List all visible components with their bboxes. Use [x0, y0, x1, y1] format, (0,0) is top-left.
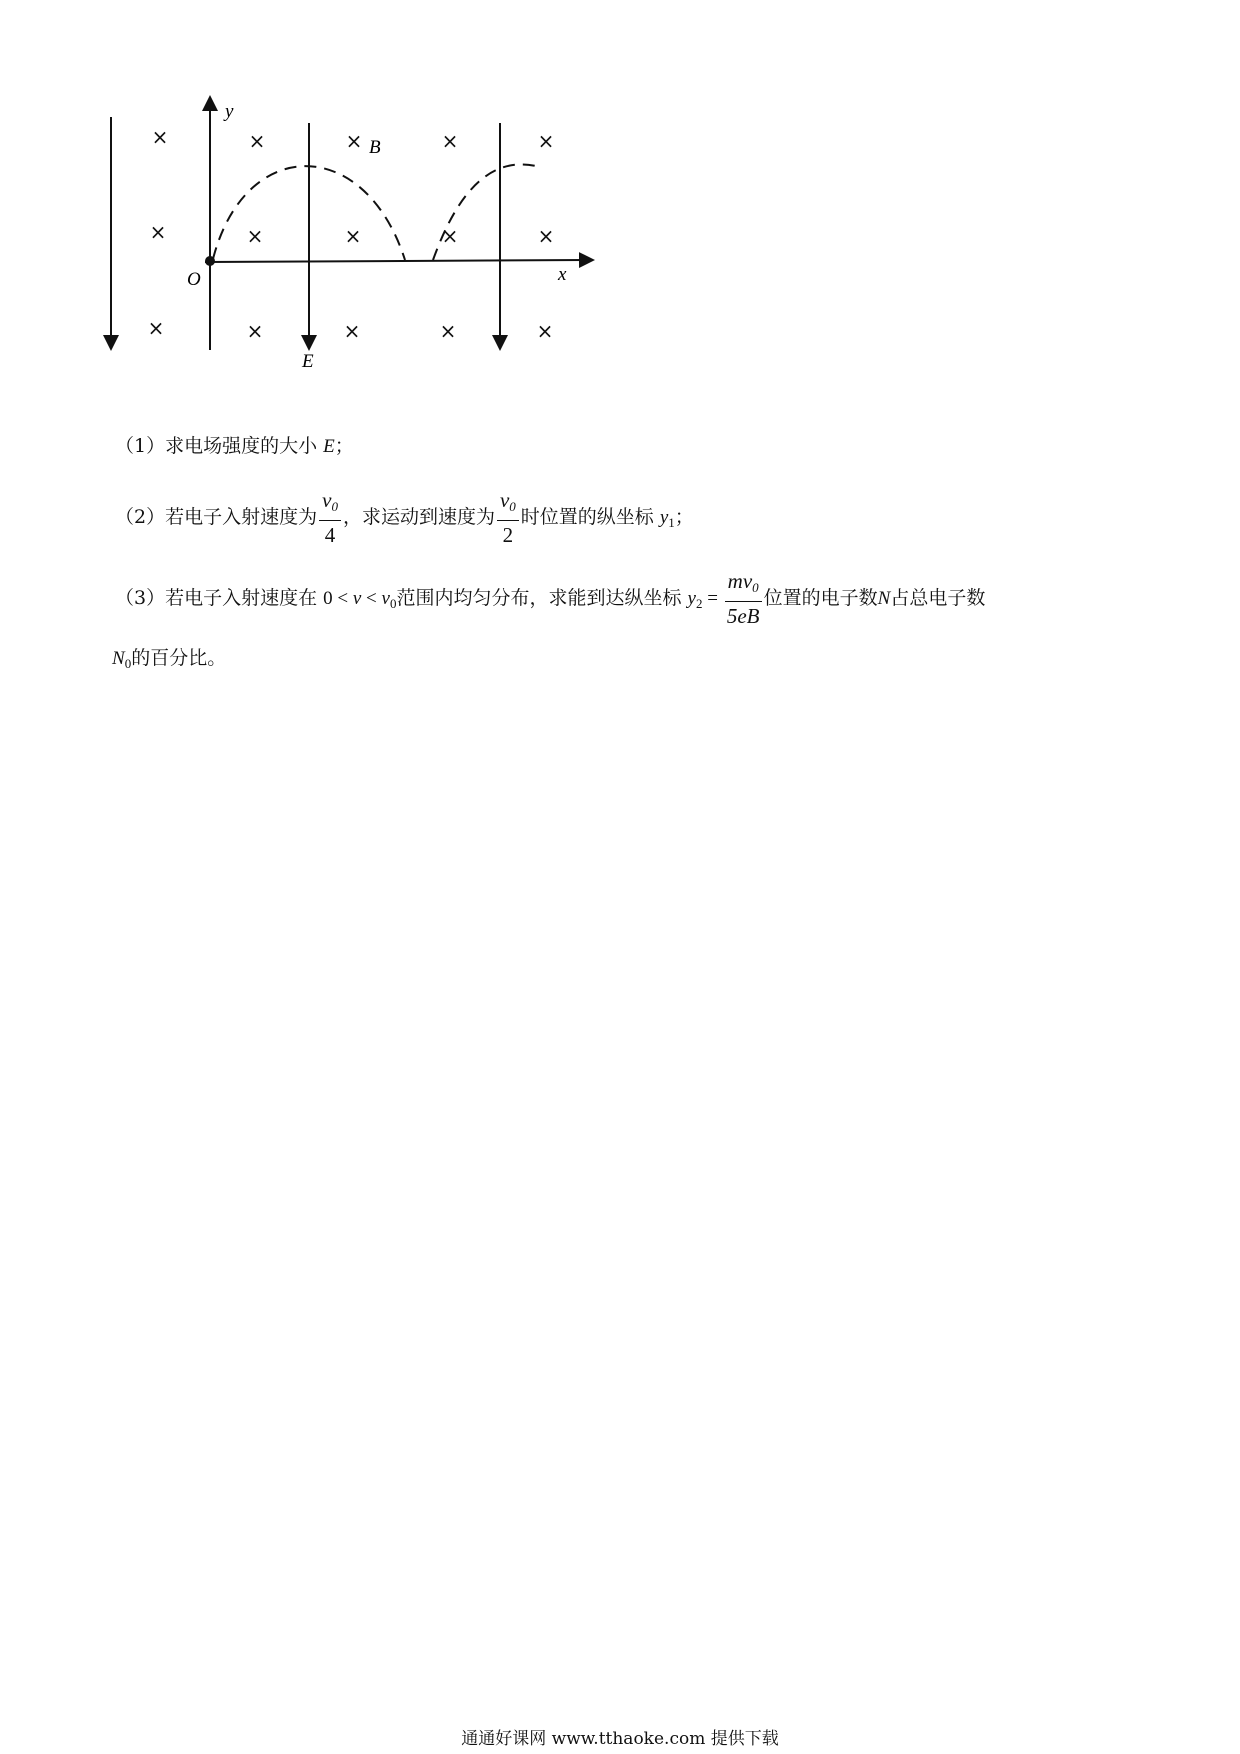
- q2-f1-num: v: [322, 488, 332, 512]
- b-field-mark: ×: [147, 316, 165, 340]
- q2-f1-num-sub: 0: [331, 499, 338, 514]
- q3-ineq-v0: v: [381, 588, 390, 609]
- q3-line2-N: N: [112, 648, 125, 669]
- field-diagram: [95, 95, 675, 425]
- q2-fraction-1: [319, 487, 341, 549]
- q1-var: E: [323, 436, 335, 457]
- footer-text: 通通好课网 www.tthaoke.com 提供下载: [461, 1729, 779, 1749]
- q2-var-sub: 1: [668, 515, 675, 530]
- x-axis: [205, 260, 587, 262]
- q3-number: （3）: [115, 587, 166, 609]
- q3-fraction: [725, 568, 762, 630]
- x-axis-label: x: [558, 264, 567, 285]
- b-field-mark: ×: [345, 129, 363, 153]
- q3-text-4: 占总电子数: [890, 587, 986, 609]
- b-field-mark: ×: [441, 224, 459, 248]
- b-field-mark: ×: [248, 129, 266, 153]
- q2-text-2: ，求运动到速度为: [342, 506, 495, 528]
- q2-f2-den: 2: [502, 523, 514, 547]
- q3-ineq-b: <: [361, 588, 382, 609]
- b-field-mark: ×: [439, 319, 457, 343]
- q2-var: y: [659, 507, 669, 528]
- y-axis-label: y: [225, 101, 234, 122]
- q2-fraction-2: [497, 487, 519, 549]
- q3-f-num: mv: [727, 569, 753, 593]
- b-field-mark: ×: [344, 224, 362, 248]
- q3-N: N: [877, 588, 891, 609]
- physics-figure: [95, 95, 675, 425]
- b-field-mark: ×: [343, 319, 361, 343]
- b-field-mark: ×: [151, 125, 169, 149]
- question-3: [115, 568, 985, 630]
- origin-label: O: [187, 269, 201, 290]
- q3-ineq-v0-sub: 0: [389, 596, 397, 611]
- q2-number: （2）: [115, 506, 166, 528]
- magnetic-field-marks: [148, 125, 555, 343]
- q3-line2-N-sub: 0: [124, 656, 132, 671]
- q3-line2-text: 的百分比。: [131, 647, 227, 669]
- q3-y2-sub: 2: [695, 596, 703, 611]
- b-field-mark: ×: [536, 319, 554, 343]
- q3-ineq-v: v: [352, 588, 362, 609]
- b-field-mark: ×: [246, 319, 264, 343]
- q3-f-num-sub: 0: [752, 580, 759, 595]
- q2-end: ；: [674, 506, 694, 528]
- q3-eq: =: [702, 588, 723, 609]
- q3-text-1: 若电子入射速度在: [165, 587, 324, 609]
- question-1: [115, 434, 354, 459]
- q3-ineq-a: 0 <: [323, 588, 353, 609]
- q1-text: 求电场强度的大小: [165, 435, 324, 457]
- q3-text-3: 位置的电子数: [763, 587, 878, 609]
- b-field-mark: ×: [441, 129, 459, 153]
- q1-end: ；: [334, 435, 354, 457]
- b-field-mark: ×: [246, 224, 264, 248]
- b-field-mark: ×: [537, 129, 555, 153]
- q2-f2-num: v: [499, 488, 510, 512]
- b-field-label: B: [369, 137, 381, 158]
- q2-text-1: 若电子入射速度为: [165, 506, 318, 528]
- q2-text-3: 时位置的纵坐标: [520, 506, 660, 528]
- question-2: [115, 487, 694, 549]
- q2-f1-den: 4: [324, 523, 336, 547]
- q3-y2: y: [687, 588, 696, 609]
- q2-f2-num-sub: 0: [509, 499, 516, 514]
- b-field-mark: ×: [149, 220, 167, 244]
- q3-f-den: 5eB: [726, 604, 760, 628]
- b-field-mark: ×: [537, 224, 555, 248]
- q1-number: （1）: [115, 435, 166, 457]
- question-3-line-2: [112, 646, 226, 676]
- e-field-label: E: [302, 351, 314, 372]
- q3-text-2: 范围内均匀分布，求能到达纵坐标: [396, 587, 688, 609]
